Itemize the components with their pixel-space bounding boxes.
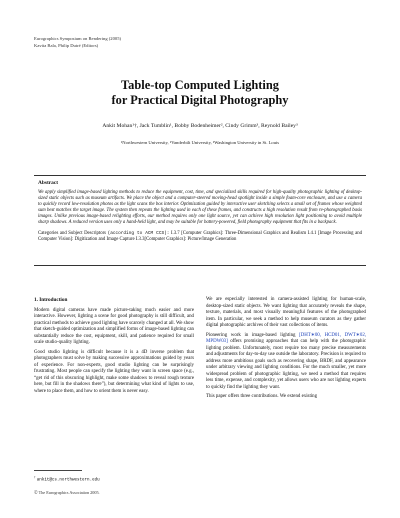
citation-link[interactable]: [DHT∗00, HCD01, DWT∗02, MPDW03] [206, 332, 366, 345]
conference-header [34, 36, 121, 49]
categories-label: Categories and Subject Descriptors [38, 231, 107, 236]
intro-paragraph-4 [206, 333, 366, 392]
copyright-icon: © [34, 491, 38, 496]
footnote-email[interactable]: ankit@cs.northwestern.edu [36, 478, 100, 483]
copyright-line [34, 490, 100, 496]
intro-heading: 1. Introduction [34, 297, 68, 303]
intro-paragraph-2: Good studio lighting is difficult because it is a 4D inverse problem that photographers must solve by making successive approximations guided by years of experience. For non-experts, good studio lighting can be surprisingly frustrating. Most people can specify the lighting they want in screen space (e.g., “get rid of this obscuring highlight, make some shadows to reveal rough texture here, but fill in the shadows there”), but determining what kind of lights to use, where to place them, and how to orient them is never easy. [34, 349, 194, 394]
title-line-2: for Practical Digital Photography [111, 93, 289, 107]
intro-paragraph-3: We are especially interested in camera-assisted lighting for human-scale, desktop-sized static objects. We want lighting that accurately reveals the shape, texture, materials, and most visually meaningful features of the photographed item. In particular, we seek a method to help museum curators as they gather digital photographic archives of their vast collections of items. [206, 297, 366, 328]
left-column [34, 297, 194, 398]
copyright-text: The Eurographics Association 2005. [38, 490, 100, 495]
categories-text: I.3.7 [Computer Graphics]: Three-Dimensional Graphics and Realism I.4.1 [Image Processing and Computer Vision]: Digitization and Image Capture I.3.3[Computer Graphics]: Picture/Image Generation [38, 231, 362, 243]
footnote-divider [34, 470, 82, 471]
footnote-mark: † [34, 475, 36, 479]
affiliations: ¹Northwestern University, ²Vanderbilt University, ³Washington University in St. Louis [120, 140, 280, 145]
categories-acm: (according to ACM CCS): [107, 231, 170, 236]
abstract-heading: Abstract [38, 180, 59, 186]
editors-line: Kavita Bala, Philip Dutré (Editors) [34, 42, 99, 48]
abstract-text: We apply simplified image-based lighting methods to reduce the equipment, cost, time, and specialized skills required for high-quality photographic lighting of desktop-sized static objects such as museum artifacts. We place the object and a computer-steered moving-head spotlight inside a simple foam-core enclosure, and use a camera to quickly record low-resolution photos as the light scans the box interior. Optimization guided by interactive user sketching selects a small set of frames whose weighted sum best matches the target image. The system then repeats the lighting used in each of these frames, and constructs a high resolution result from re-photographed basis images. Unlike previous image-based relighting efforts, our method requires only one light source, yet can achieve high resolution light positioning to avoid multiple sharp shadows. A reduced version uses only a hand-held light, and may be suitable for battery-powered, field photography equipment that fits in a backpack. [38, 190, 362, 226]
paper-title [0, 78, 400, 108]
paragraph-4-end: offers promising approaches that can help with the photographic lighting problem. Unfortunately, most require too many precise measurements and adjustments for day-to-day use outside the laboratory. Precision is required to address more ambitious goals such as recovering shape, BRDF, and appearance under arbitrary viewing and lighting conditions. For the much smaller, yet more widespread problem of photographic lighting, we need a method that requires less time, expense, and complexity, yet allows users who are not lighting experts to quickly find the lighting they want. [206, 339, 366, 390]
conference-name: Eurographics Symposium on Rendering (2005) [34, 36, 122, 41]
author-list: Ankit Mohan¹†, Jack Tumblin¹, Bobby Bodenheimer², Cindy Grimm³, Reynold Bailey³ [102, 123, 298, 129]
intro-paragraph-1: Modern digital cameras have made picture-taking much easier and more interactive. However, lighting a scene for good photography is still difficult, and practical methods to achieve good lighting have scarcely changed at all. We show that sketch-guided optimization and simplified forms of image-based lighting can substantially reduce the cost, equipment, skill, and patience required for small scale studio-quality lighting. [34, 307, 194, 345]
paragraph-4-start: Pioneering work in image-based lighting [206, 332, 300, 338]
right-column [206, 297, 366, 404]
intro-paragraph-5: This paper offers three contributions. We extend existing [206, 394, 318, 400]
abstract-section [34, 175, 366, 266]
title-line-1: Table-top Computed Lighting [121, 78, 279, 92]
subject-descriptors [38, 231, 362, 243]
footnote [34, 475, 100, 482]
